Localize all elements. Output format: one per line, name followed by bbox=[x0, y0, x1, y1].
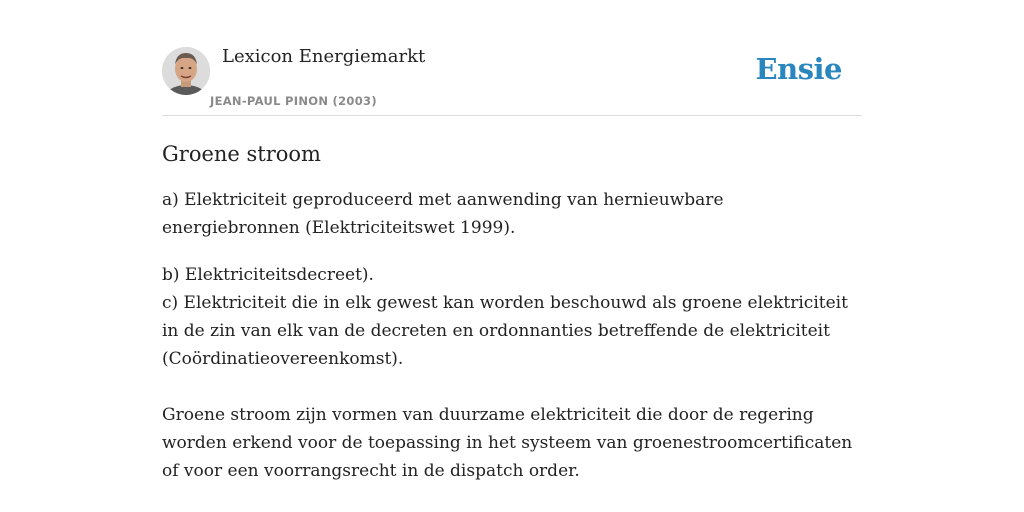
author-portrait-icon bbox=[162, 47, 210, 95]
book-title[interactable]: Lexicon Energiemarkt bbox=[222, 46, 426, 67]
entry-term: Groene stroom bbox=[162, 142, 321, 166]
definition-b: b) Elektriciteitsdecreet). bbox=[162, 265, 374, 285]
definition-a: a) Elektriciteit geproduceerd met aanwending van hernieuwbare energiebronnen (Elektriciteitswet 1999). bbox=[162, 190, 724, 238]
author-name[interactable]: JEAN-PAUL PINON (2003) bbox=[210, 94, 377, 108]
header bbox=[162, 44, 862, 116]
explanation: Groene stroom zijn vormen van duurzame elektriciteit die door de regering worden erkend voor de toepassing in het systeem van groenestroomcertificaten of voor een voorrangsrecht in de dispatch order. bbox=[162, 405, 853, 481]
author-avatar bbox=[162, 47, 210, 95]
entry-content bbox=[162, 138, 864, 485]
brand-logo[interactable]: Ensie bbox=[755, 52, 842, 86]
definition-c: c) Elektriciteit die in elk gewest kan worden beschouwd als groene elektriciteit in de zin van elk van de decreten en ordonnanties betreffende de elektriciteit (Coördinatieovereenkomst). bbox=[162, 293, 848, 369]
